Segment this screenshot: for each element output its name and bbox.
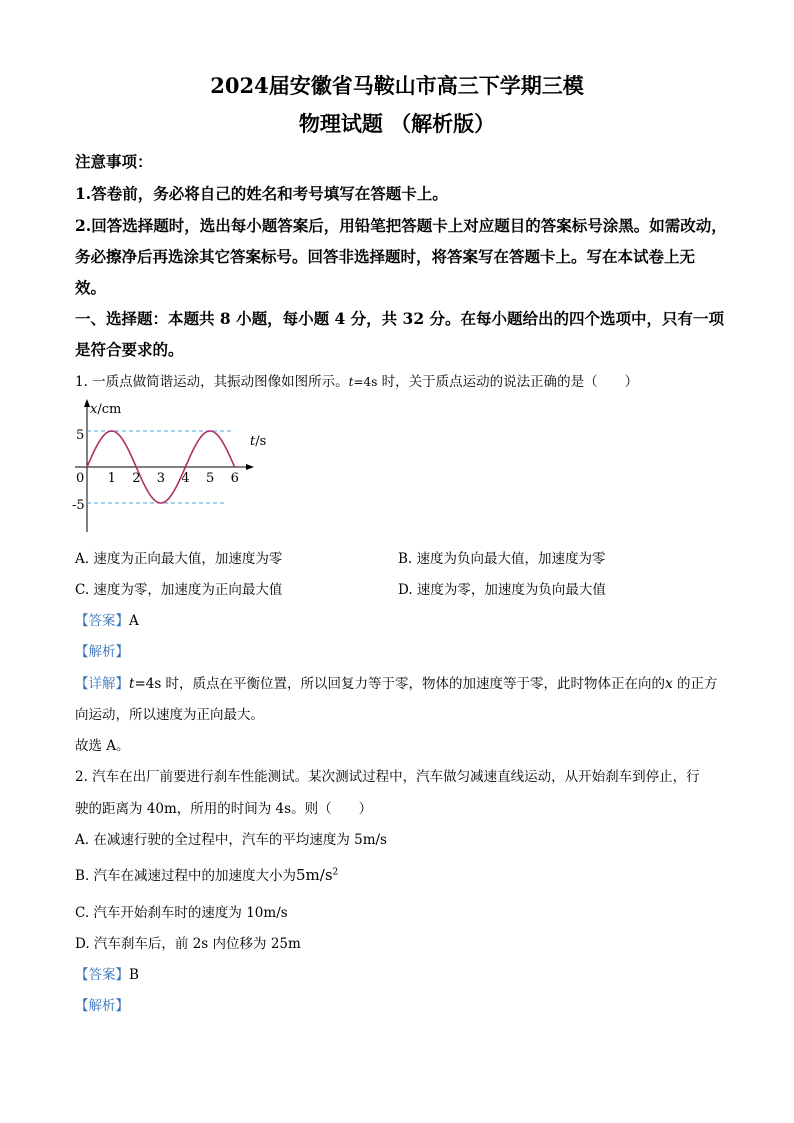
q1-detail-text-a: =4s 时，质点在平衡位置，所以回复力等于零，物体的加速度等于零，此时物体正在向的 — [134, 676, 666, 692]
q1-detail-x-var: x — [665, 676, 673, 692]
q1-option-d[interactable]: D. 速度为零，加速度为负向最大值 — [398, 582, 606, 598]
notice-item-2 — [75, 214, 727, 236]
graph-x-tick-5: 5 — [206, 471, 215, 486]
q2-stem-line1: 2. 汽车在出厂前要进行刹车性能测试。某次测试过程中，汽车做匀减速直线运动，从开始刹车到停止，行 — [75, 769, 700, 785]
q2-answer-value: B — [129, 967, 139, 983]
q1-detail-line2: 向运动，所以速度为正向最大。 — [75, 707, 264, 723]
graph-x-ticks — [76, 471, 239, 486]
notice-item-1 — [75, 182, 448, 204]
q2-answer — [75, 963, 139, 983]
q1-stem-time-value: =4s — [353, 375, 378, 389]
notice-item-2-number: 2. — [75, 216, 92, 235]
graph-x-tick-1: 1 — [107, 471, 116, 486]
graph-x-axis-arrow — [246, 464, 254, 470]
q1-vibration-graph — [60, 396, 280, 536]
q1-detail-line1 — [75, 672, 717, 692]
document-title: 2024届安徽省马鞍山市高三下学期三模 — [210, 73, 584, 98]
graph-x-axis-label: t/s — [250, 434, 267, 449]
q1-option-c[interactable]: C. 速度为零，加速度为正向最大值 — [75, 582, 283, 598]
q1-conclusion: 故选 A。 — [75, 738, 130, 754]
graph-x-tick-2: 2 — [132, 471, 141, 486]
graph-x-tick-3: 3 — [156, 471, 166, 486]
graph-x-tick-6: 6 — [230, 471, 239, 486]
q2-option-a[interactable]: A. 在减速行驶的全过程中，汽车的平均速度为 5m/s — [75, 832, 387, 848]
notice-heading: 注意事项： — [75, 152, 153, 171]
q2-option-c[interactable]: C. 汽车开始刹车时的速度为 10m/s — [75, 905, 288, 921]
q1-answer — [75, 609, 139, 629]
notice-item-2-line2: 务必擦净后再选涂其它答案标号。回答非选择题时，将答案写在答题卡上。写在本试卷上无 — [75, 247, 696, 266]
q1-detail-text-b: 的正方 — [672, 676, 718, 692]
q2-answer-tag: 【答案】 — [75, 967, 129, 983]
q2-option-b-text: B. 汽车在减速过程中的加速度大小为 — [75, 868, 297, 884]
graph-y-tick-5: 5 — [76, 428, 85, 443]
document-subtitle: 物理试题 （解析版） — [298, 111, 496, 136]
q1-stem — [75, 370, 638, 390]
q1-detail-tag: 【详解】 — [75, 676, 129, 692]
graph-y-axis-label: x/cm — [90, 402, 122, 417]
q1-analysis-tag: 【解析】 — [75, 644, 129, 660]
graph-y-tick-neg5: -5 — [72, 498, 85, 513]
graph-x-tick-4: 4 — [181, 471, 190, 486]
q2-option-b[interactable] — [75, 864, 338, 884]
q2-option-b-value: 5m/s — [296, 866, 333, 884]
q1-detail-time-var: t — [129, 676, 135, 692]
q1-answer-tag: 【答案】 — [75, 613, 129, 629]
notice-item-1-text: 答卷前，务必将自己的姓名和考号填写在答题卡上。 — [91, 184, 448, 203]
notice-item-2-line3: 效。 — [75, 278, 107, 297]
section-1-instruction-line2: 是符合要求的。 — [75, 340, 184, 359]
q2-option-b-exponent: 2 — [332, 867, 339, 878]
notice-item-2-line1: 回答选择题时，选出每小题答案后，用铅笔把答题卡上对应题目的答案标号涂黑。如需改动， — [91, 216, 727, 235]
q2-option-d[interactable]: D. 汽车刹车后，前 2s 内位移为 25m — [75, 936, 301, 952]
q1-option-b[interactable]: B. 速度为负向最大值，加速度为零 — [398, 551, 606, 567]
section-1-instruction-line1: 一、选择题：本题共 8 小题，每小题 4 分，共 32 分。在每小题给出的四个选项中，只有一项 — [75, 309, 725, 328]
q2-stem-line2: 驶的距离为 40m，所用的时间为 4s。则（ ） — [75, 801, 373, 817]
q1-stem-text: 1. 一质点做简谐运动，其振动图像如图所示。 — [75, 374, 349, 390]
q1-stem-question: 时，关于质点运动的说法正确的是（ ） — [377, 374, 639, 390]
q1-option-a[interactable]: A. 速度为正向最大值，加速度为零 — [75, 551, 283, 567]
q1-stem-time-var: t — [348, 375, 354, 389]
q2-analysis-tag: 【解析】 — [75, 998, 129, 1014]
notice-item-1-number: 1. — [75, 184, 92, 203]
graph-x-tick-0: 0 — [76, 471, 85, 486]
q1-answer-value: A — [129, 613, 139, 629]
